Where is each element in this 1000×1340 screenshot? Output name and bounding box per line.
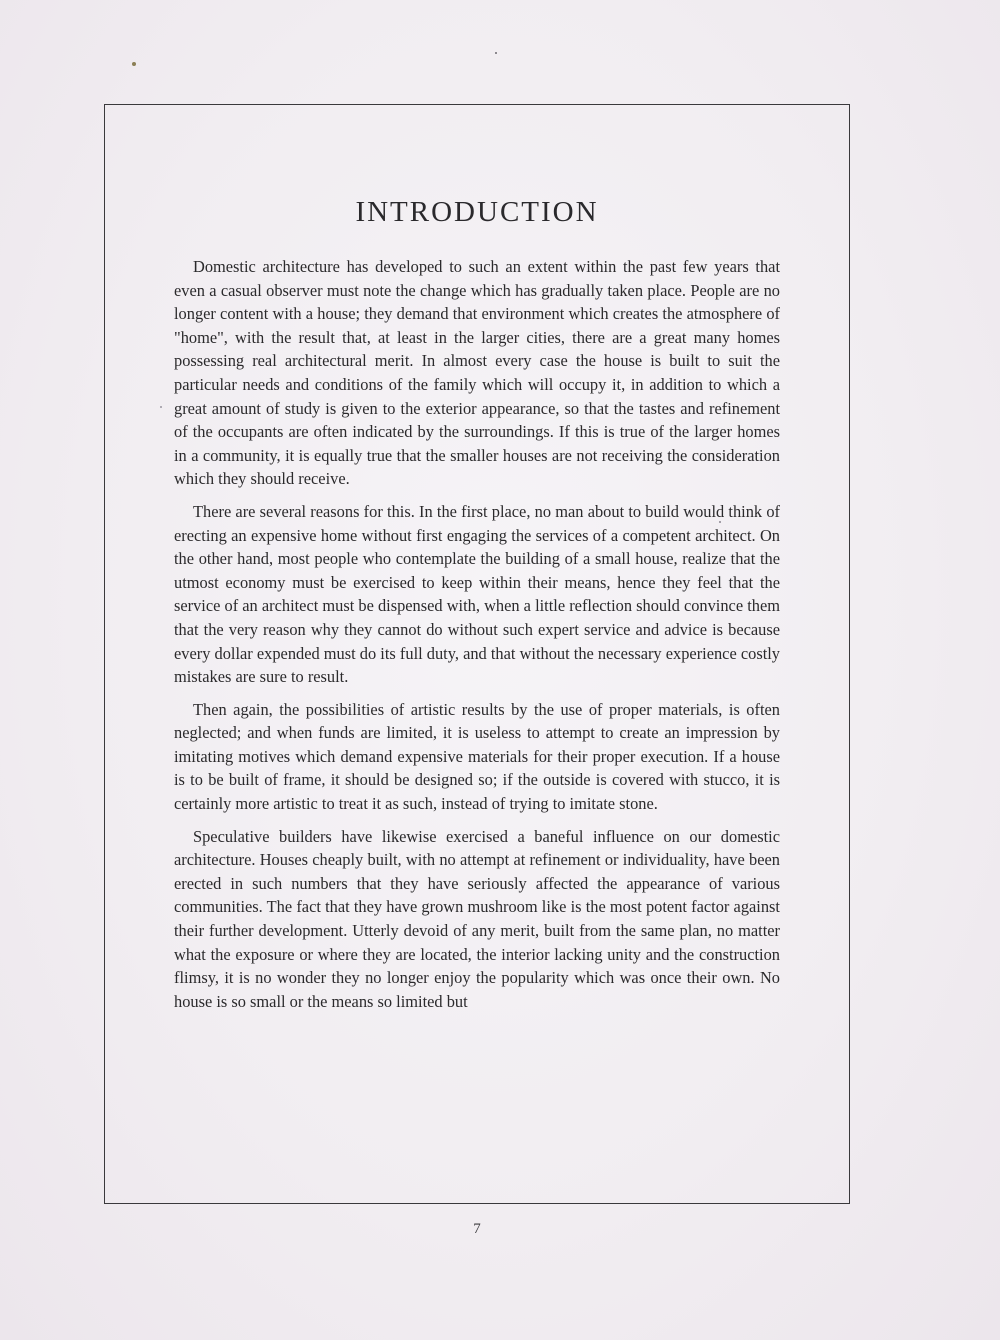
body-text bbox=[174, 255, 780, 1022]
page-number: 7 bbox=[473, 1221, 481, 1237]
paper-speck bbox=[495, 52, 497, 54]
paragraph-4: Speculative builders have likewise exercised a baneful influence on our domestic architecture. Houses cheaply built, with no attempt at refinement or individuality, have been erected in such numbers that they have seriously affected the appearance of various communities. The fact that they have grown mushroom like is the most potent factor against their further development. Utterly devoid of any merit, built from the same plan, no matter what the exposure or where they are located, the interior lacking unity and the construction flimsy, it is no wonder they no longer enjoy the popularity which was once their own. No house is so small or the means so limited but bbox=[174, 826, 780, 1011]
paragraph-2: There are several reasons for this. In the first place, no man about to build would think of erecting an expensive home without first engaging the services of a competent architect. On the other hand, most people who contemplate the building of a small house, realize that the utmost economy must be exercised to keep within their means, hence they feel that the service of an architect must be dispensed with, when a little reflection should convince them that the very reason why they cannot do without such expert service and advice is because every dollar expended must do its full duty, and that without the necessary experience costly mistakes are sure to result. bbox=[174, 501, 780, 687]
page-title: INTRODUCTION bbox=[355, 196, 599, 228]
paragraph-1: Domestic architecture has developed to such an extent within the past few years that even a casual observer must note the change which has gradually taken place. People are no longer content with a house; they demand that environment which creates the atmosphere of "home", with the result that, at least in the larger cities, there are a great many homes possessing real architectural merit. In almost every case the house is built to suit the particular needs and conditions of the family which will occupy it, in addition to which a great amount of study is given to the exterior appearance, so that the tastes and refinement of the occupants are often indicated by the surroundings. If this is true of the larger homes in a community, it is equally true that the smaller houses are not receiving the consideration which they should receive. bbox=[174, 257, 780, 489]
paper-speck bbox=[132, 62, 136, 66]
paragraph-3: Then again, the possibilities of artistic results by the use of proper materials, is often neglected; and when funds are limited, it is useless to attempt to create an impression by imitating motives which demand expensive materials for their proper execution. If a house is to be built of frame, it should be designed so; if the outside is covered with stucco, it is certainly more artistic to treat it as such, instead of trying to imitate stone. bbox=[174, 699, 780, 814]
